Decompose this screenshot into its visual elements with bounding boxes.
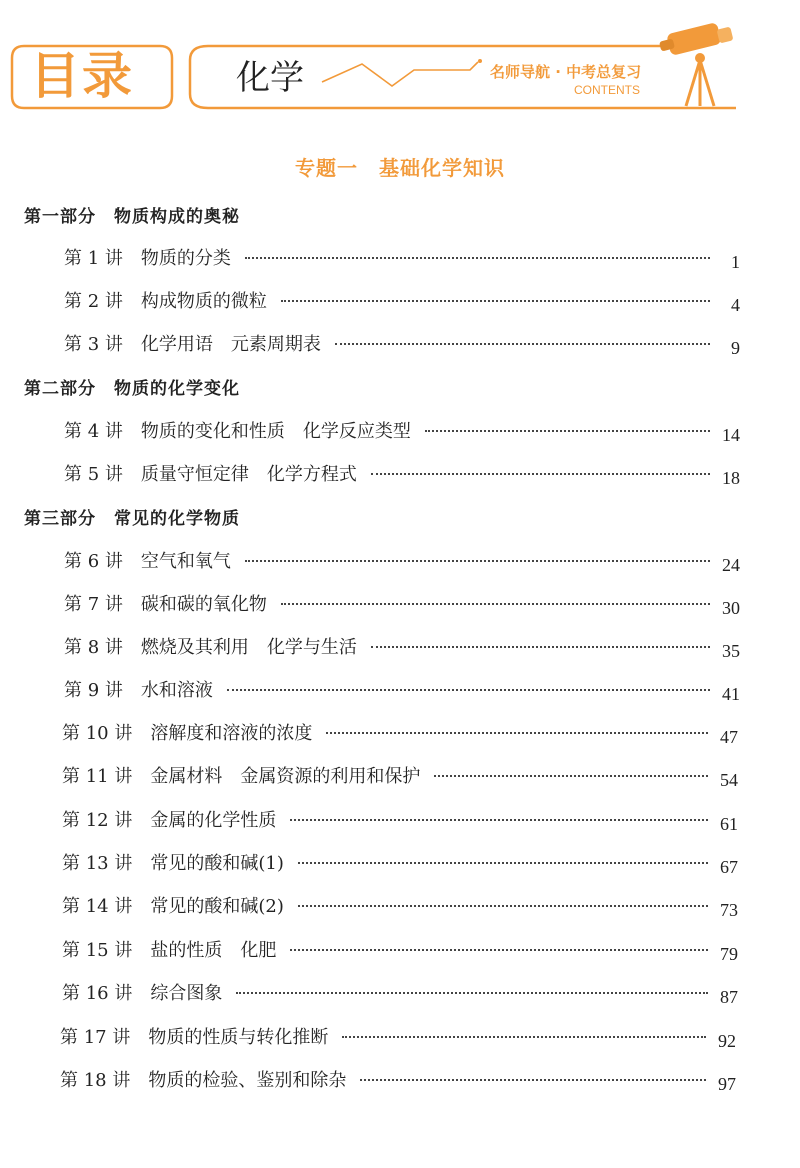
- lesson-title: 物质的变化和性质 化学反应类型: [140, 421, 411, 442]
- toc-entry[interactable]: [60, 1023, 736, 1051]
- lesson-title: 金属的化学性质: [150, 810, 277, 831]
- part-title: 第三部分 常见的化学物质: [24, 509, 240, 529]
- dot-leader: [298, 905, 708, 907]
- page-number: 73: [720, 900, 738, 920]
- part-title: 第二部分 物质的化学变化: [24, 379, 240, 399]
- lesson-title: 综合图象: [150, 983, 223, 1004]
- lesson-number: 第 1 讲: [64, 248, 123, 269]
- lesson-number: 第 4 讲: [64, 421, 123, 442]
- toc-entry[interactable]: [62, 936, 738, 964]
- dot-leader: [298, 862, 708, 864]
- lesson-number: 第 6 讲: [64, 551, 123, 572]
- lesson-number: 第 3 讲: [64, 334, 123, 355]
- lesson-title: 碳和碳的氧化物: [140, 594, 267, 615]
- page-number: 18: [722, 468, 740, 488]
- lesson-title: 空气和氧气: [140, 551, 231, 572]
- lesson-number: 第 15 讲: [62, 940, 133, 961]
- toc-entry[interactable]: [62, 849, 738, 877]
- page-number: 92: [718, 1031, 736, 1051]
- page-number: 54: [720, 770, 738, 790]
- toc-entry[interactable]: [64, 287, 740, 315]
- toc-entry[interactable]: [64, 676, 740, 704]
- lesson-title: 燃烧及其利用 化学与生活: [140, 637, 357, 658]
- header-mulu-title: 目录: [30, 47, 134, 105]
- telescope-icon: [659, 22, 733, 106]
- dot-leader: [290, 949, 708, 951]
- toc-entry[interactable]: [62, 719, 738, 747]
- page-number: 14: [722, 425, 740, 445]
- lesson-title: 物质的分类: [140, 248, 231, 269]
- page-number: 35: [722, 641, 740, 661]
- lesson-title: 化学用语 元素周期表: [140, 334, 321, 355]
- dot-leader: [425, 430, 710, 432]
- toc-entry[interactable]: [60, 1066, 736, 1094]
- page-header: [0, 0, 800, 130]
- dot-leader: [335, 343, 710, 345]
- lesson-title: 水和溶液: [140, 680, 213, 701]
- page-number: 41: [722, 684, 740, 704]
- lesson-title: 质量守恒定律 化学方程式: [140, 464, 357, 485]
- toc-entry[interactable]: [62, 892, 738, 920]
- lesson-title: 物质的检验、鉴别和除杂: [148, 1070, 347, 1091]
- page-number: 67: [720, 857, 738, 877]
- dot-leader: [227, 689, 710, 691]
- lesson-number: 第 10 讲: [62, 723, 133, 744]
- part-title: 第一部分 物质构成的奥秘: [24, 207, 240, 227]
- lesson-number: 第 9 讲: [64, 680, 123, 701]
- page-number: 97: [718, 1074, 736, 1094]
- toc-entry[interactable]: [64, 244, 740, 272]
- lesson-title: 物质的性质与转化推断: [148, 1027, 329, 1048]
- toc-entry[interactable]: [64, 330, 740, 358]
- lesson-title: 金属材料 金属资源的利用和保护: [150, 766, 421, 787]
- lesson-number: 第 14 讲: [62, 896, 133, 917]
- page-number: 30: [722, 598, 740, 618]
- page-number: 4: [731, 295, 740, 315]
- dot-leader: [326, 732, 708, 734]
- toc-entry[interactable]: [64, 633, 740, 661]
- dot-leader: [245, 560, 710, 562]
- lesson-title: 盐的性质 化肥: [150, 940, 277, 961]
- lesson-number: 第 16 讲: [62, 983, 133, 1004]
- lesson-number: 第 18 讲: [60, 1070, 131, 1091]
- dot-leader: [290, 819, 708, 821]
- page-number: 47: [720, 727, 738, 747]
- topic-title: 专题一 基础化学知识: [295, 156, 505, 180]
- page-number: 79: [720, 944, 738, 964]
- lesson-number: 第 17 讲: [60, 1027, 131, 1048]
- header-guide: 名师导航 · 中考总复习: [490, 63, 642, 81]
- toc-entry[interactable]: [62, 979, 738, 1007]
- lesson-number: 第 5 讲: [64, 464, 123, 485]
- toc-entry[interactable]: [64, 547, 740, 575]
- dot-leader: [281, 300, 710, 302]
- lesson-number: 第 8 讲: [64, 637, 123, 658]
- toc-entry[interactable]: [62, 762, 738, 790]
- dot-leader: [245, 257, 710, 259]
- dot-leader: [434, 775, 708, 777]
- lesson-number: 第 7 讲: [64, 594, 123, 615]
- page-number: 61: [720, 814, 738, 834]
- dot-leader: [236, 992, 708, 994]
- lesson-number: 第 12 讲: [62, 810, 133, 831]
- lesson-title: 常见的酸和碱(2): [150, 896, 284, 917]
- header-contents-label: CONTENTS: [574, 83, 640, 97]
- page-number: 1: [731, 252, 740, 272]
- page-number: 9: [731, 338, 740, 358]
- lesson-title: 构成物质的微粒: [140, 291, 267, 312]
- toc-entry[interactable]: [62, 806, 738, 834]
- toc-entry[interactable]: [64, 590, 740, 618]
- dot-leader: [281, 603, 710, 605]
- lesson-number: 第 13 讲: [62, 853, 133, 874]
- lesson-title: 溶解度和溶液的浓度: [150, 723, 313, 744]
- page-number: 87: [720, 987, 738, 1007]
- dot-leader: [371, 473, 710, 475]
- page-number: 24: [722, 555, 740, 575]
- dot-leader: [360, 1079, 706, 1081]
- toc-entry[interactable]: [64, 417, 740, 445]
- dot-leader: [342, 1036, 706, 1038]
- toc-entry[interactable]: [64, 460, 740, 488]
- dot-leader: [371, 646, 710, 648]
- lesson-number: 第 11 讲: [62, 766, 133, 787]
- lesson-number: 第 2 讲: [64, 291, 123, 312]
- header-subject: 化学: [236, 58, 304, 98]
- lesson-title: 常见的酸和碱(1): [150, 853, 284, 874]
